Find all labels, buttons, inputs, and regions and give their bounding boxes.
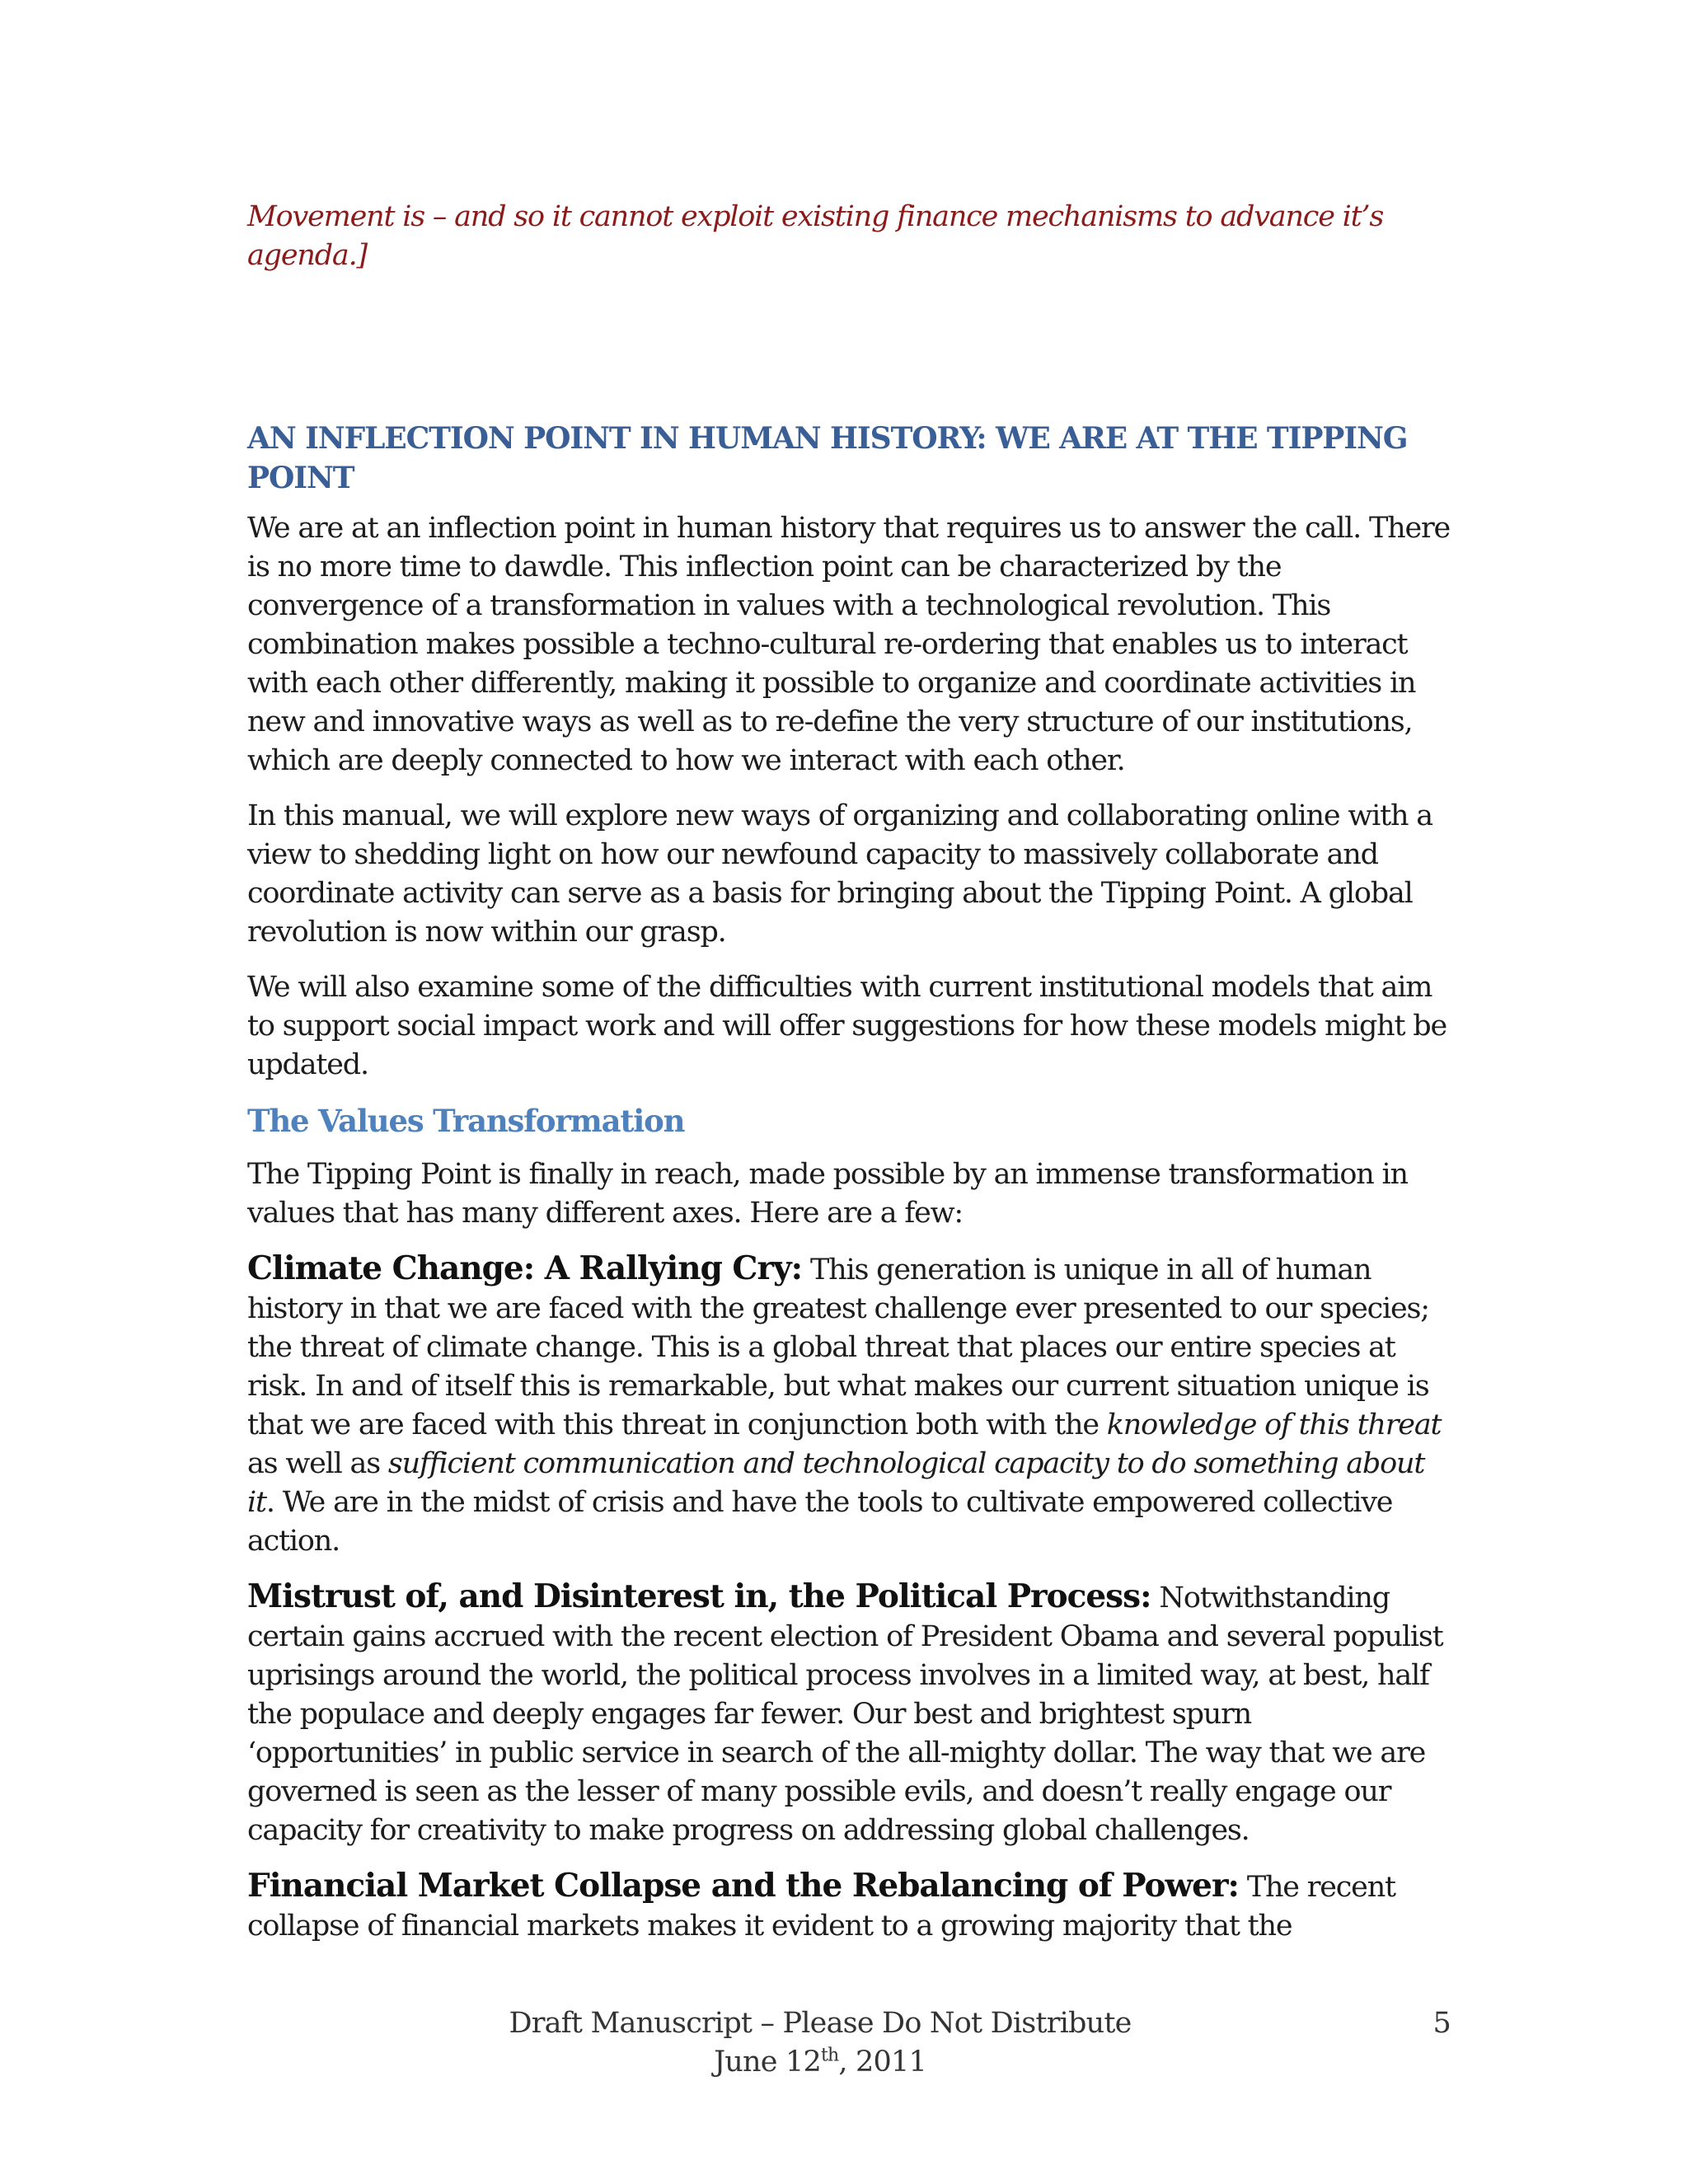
item-climate-title: Climate Change: A Rallying Cry: — [247, 1249, 803, 1287]
section-body — [247, 509, 1451, 1962]
section-heading: AN INFLECTION POINT IN HUMAN HISTORY: WE ARE AT THE TIPPING POINT — [247, 421, 1408, 495]
item-political — [247, 1577, 1451, 1850]
item-financial-text: The recent collapse of financial markets makes it evident to a growing majority that the — [247, 1871, 1395, 1943]
footer-draft-notice: Draft Manuscript – Please Do Not Distribute — [509, 2007, 1132, 2040]
footer-date-suffix: , 2011 — [838, 2046, 926, 2079]
item-political-title: Mistrust of, and Disinterest in, the Political Process: — [247, 1577, 1151, 1615]
item-climate — [247, 1249, 1451, 1561]
item-political-text: Notwithstanding certain gains accrued with the recent election of President Obama and several populist uprisings around the world, the political process involves in a limited way, at best, half the populace and deeply engages far fewer. Our best and brightest spurn ‘opportunities’ in public service in search of the all-mighty dollar. The way that we are governed is seen as the lesser of many possible evils, and doesn’t really engage our capacity for creativity to make progress on addressing global challenges. — [247, 1582, 1443, 1847]
footer-date-sup: th — [820, 2045, 839, 2066]
footer-date — [247, 2043, 1393, 2082]
paragraph-manual: In this manual, we will explore new ways of organizing and collaborating online with a view to shedding light on how our newfound capacity to massively collaborate and coordinate activity can serve as a basis for bringing about the Tipping Point. A global revolution is now within our grasp. — [247, 799, 1432, 949]
intro-note-line1: Movement is – and so it cannot exploit existing finance mechanisms to advance it’s — [247, 200, 1384, 233]
intro-note — [247, 198, 1451, 275]
item-climate-em-a: knowledge of this threat — [1106, 1408, 1442, 1441]
item-climate-em-b: sufficient communication and technological capacity to do something about it — [247, 1447, 1425, 1519]
footer-text — [247, 2004, 1393, 2082]
page-footer — [247, 2004, 1451, 2087]
page-number: 5 — [1432, 2007, 1451, 2040]
footer-date-prefix: June 12 — [714, 2046, 821, 2079]
subsection-heading: The Values Transformation — [247, 1103, 685, 1139]
item-climate-text-c: . We are in the midst of crisis and have the tools to cultivate empowered collective action. — [247, 1486, 1393, 1558]
paragraph-inflection: We are at an inflection point in human history that requires us to answer the call. There is no more time to dawdle. This inflection point can be characterized by the convergence of a transformation in values with a technological revolution. This combination makes possible a techno-cultural re-ordering that enables us to interact with each other differently, making it possible to organize and coordinate activities in new and innovative ways as well as to re-define the very structure of our institutions, which are deeply connected to how we interact with each other. — [247, 512, 1451, 777]
item-climate-text-a: This generation is unique in all of human history in that we are faced with the greatest challenge ever presented to our species; the threat of climate change. This is a global threat that places our entire species at risk. In and of itself this is remarkable, but what makes our current situation unique is that we are faced with this threat in conjunction both with the — [247, 1254, 1429, 1441]
item-climate-text-b: as well as — [247, 1447, 388, 1480]
intro-note-line2: agenda.] — [247, 239, 367, 272]
paragraph-institutional: We will also examine some of the difficulties with current institutional models that aim to support social impact work and will offer suggestions for how these models might be updated. — [247, 971, 1447, 1081]
item-financial-title: Financial Market Collapse and the Rebalancing of Power: — [247, 1867, 1239, 1905]
item-financial — [247, 1867, 1451, 1946]
subsection-intro: The Tipping Point is finally in reach, made possible by an immense transformation in values that has many different axes. Here are a few: — [247, 1158, 1408, 1230]
page-content — [247, 198, 1451, 1943]
